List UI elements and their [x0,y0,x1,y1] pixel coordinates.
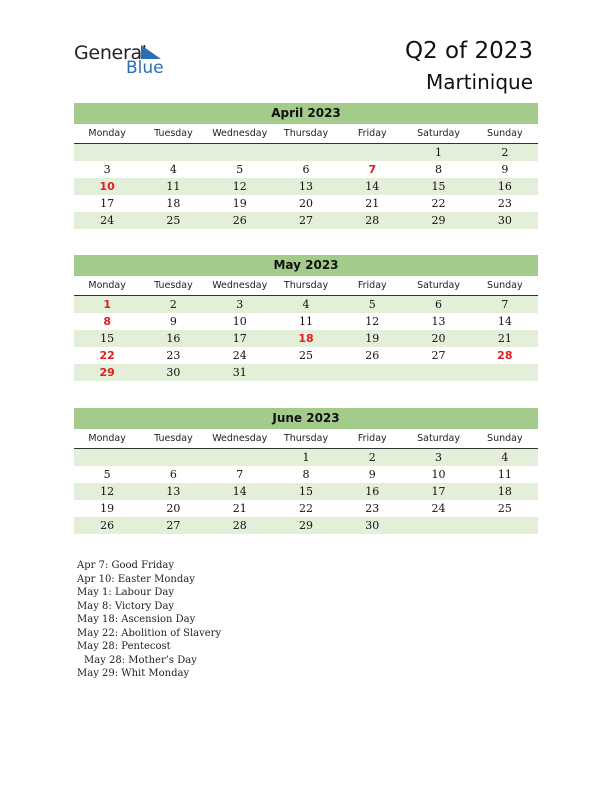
day-cell: 25 [298,349,313,362]
weekday-label: Thursday [283,433,329,444]
day-cell: 15 [100,332,115,345]
day-cell: 27 [431,349,446,362]
day-cell: 21 [365,197,380,210]
week-row [74,161,538,178]
day-cell: 29 [431,214,446,227]
week-row [74,330,538,347]
day-cell [339,144,405,161]
day-cell: 16 [365,485,380,498]
day-cell: 14 [497,315,512,328]
day-cell: 2 [368,451,376,464]
day-cell: 25 [497,502,512,515]
brand-blue: Blue [126,58,164,78]
day-cell: 12 [100,485,115,498]
holiday-item: May 22: Abolition of Slavery [77,627,222,639]
week-row [74,466,538,483]
day-cell: 11 [166,180,181,193]
week-row [74,500,538,517]
weekday-label: Friday [357,280,387,291]
day-cell [273,364,339,381]
week-row [74,178,538,195]
weekday-label: Wednesday [212,128,268,139]
holiday-item: Apr 10: Easter Monday [77,573,195,585]
day-cell: 20 [166,502,181,515]
day-cell: 13 [298,180,313,193]
day-cell: 16 [166,332,181,345]
day-cell: 10 [232,315,247,328]
day-cell: 20 [298,197,313,210]
weekday-label: Tuesday [154,280,193,291]
day-cell: 6 [435,298,443,311]
month-calendar [74,408,538,534]
day-cell: 26 [365,349,380,362]
day-cell: 23 [365,502,380,515]
weekday-label: Sunday [487,433,523,444]
day-cell [273,144,339,161]
brand-general: General [74,42,147,64]
day-cell: 17 [232,332,247,345]
holiday-item: May 8: Victory Day [77,600,175,612]
page-title: Q2 of 2023 [404,38,533,64]
weekday-label: Tuesday [154,128,193,139]
day-cell: 23 [166,349,181,362]
day-cell: 5 [103,468,111,481]
day-cell [472,517,538,534]
day-cell: 17 [100,197,115,210]
day-cell: 1 [302,451,310,464]
day-cell: 6 [169,468,177,481]
day-cell: 20 [431,332,446,345]
day-cell: 15 [431,180,446,193]
day-cell: 21 [232,502,247,515]
week-row [74,144,538,161]
day-cell: 4 [302,298,310,311]
holiday-item: May 28: Pentecost [77,641,171,652]
holiday-item: Apr 7: Good Friday [77,560,175,571]
day-cell: 9 [501,163,509,176]
day-cell: 2 [169,298,177,311]
day-cell: 8 [435,163,443,176]
day-cell: 13 [431,315,446,328]
day-cell: 21 [497,332,512,345]
day-cell: 29 [99,366,115,379]
day-cell: 28 [497,349,513,362]
day-cell: 28 [365,214,380,227]
weekday-label: Wednesday [212,433,268,444]
day-cell: 4 [169,163,177,176]
day-cell: 1 [103,298,111,311]
week-row [74,483,538,500]
day-cell: 18 [497,485,512,498]
weekday-label: Saturday [417,280,460,291]
day-cell: 28 [232,519,247,532]
day-cell: 30 [497,214,512,227]
weekday-label: Thursday [283,128,329,139]
day-cell: 19 [232,197,247,210]
day-cell: 29 [298,519,313,532]
week-row [74,347,538,364]
day-cell [472,364,538,381]
day-cell: 15 [298,485,313,498]
day-cell [140,144,206,161]
day-cell [207,144,273,161]
day-cell: 9 [368,468,376,481]
day-cell: 26 [232,214,247,227]
day-cell: 7 [501,298,509,311]
day-cell: 18 [298,332,314,345]
day-cell: 22 [298,502,313,515]
week-row [74,517,538,534]
day-cell: 16 [497,180,512,193]
day-cell: 10 [431,468,446,481]
day-cell: 30 [365,519,380,532]
day-cell: 31 [232,366,247,379]
day-cell: 11 [497,468,512,481]
month-header: June 2023 [74,408,538,429]
day-cell: 4 [501,451,509,464]
day-cell: 17 [431,485,446,498]
weekday-label: Wednesday [212,280,268,291]
day-cell: 24 [232,349,247,362]
day-cell: 8 [103,315,111,328]
weekday-label: Friday [357,128,387,139]
week-row [74,364,538,381]
day-cell [207,449,273,466]
weekday-label: Tuesday [154,433,193,444]
region-name: Martinique [425,70,533,94]
day-cell: 5 [368,298,376,311]
week-row [74,212,538,229]
day-cell: 3 [435,451,443,464]
day-cell: 13 [166,485,181,498]
day-cell: 27 [298,214,313,227]
day-cell: 25 [166,214,181,227]
day-cell: 14 [232,485,247,498]
day-cell: 9 [169,315,177,328]
day-cell: 10 [99,180,115,193]
day-cell [140,449,206,466]
day-cell: 5 [236,163,244,176]
weekday-header-row [74,276,538,296]
month-calendar [74,255,538,381]
weekday-label: Sunday [487,280,523,291]
day-cell: 1 [435,146,443,159]
day-cell: 12 [232,180,247,193]
weekday-label: Saturday [417,433,460,444]
weekday-label: Sunday [487,128,523,139]
day-cell: 22 [99,349,115,362]
day-cell: 18 [166,197,181,210]
weekday-label: Monday [88,128,126,139]
weekday-header-row [74,124,538,144]
day-cell: 7 [236,468,244,481]
day-cell [74,144,140,161]
day-cell: 26 [100,519,115,532]
weekday-label: Monday [88,433,126,444]
month-header: May 2023 [74,255,538,276]
week-row [74,195,538,212]
day-cell: 3 [103,163,111,176]
day-cell: 23 [497,197,512,210]
weekday-label: Saturday [417,128,460,139]
day-cell: 3 [236,298,244,311]
day-cell: 8 [302,468,310,481]
weekday-label: Friday [357,433,387,444]
day-cell: 12 [365,315,380,328]
day-cell: 7 [368,163,377,176]
day-cell: 24 [100,214,115,227]
weekday-header-row [74,429,538,449]
week-row [74,313,538,330]
month-calendar [74,103,538,229]
day-cell [405,364,471,381]
day-cell [405,517,471,534]
week-row [74,296,538,313]
weekday-label: Thursday [283,280,329,291]
holiday-item: May 1: Labour Day [77,587,174,598]
day-cell [339,364,405,381]
day-cell: 2 [501,146,509,159]
holiday-list [77,559,221,681]
day-cell: 6 [302,163,310,176]
day-cell: 19 [365,332,380,345]
day-cell: 24 [431,502,446,515]
day-cell: 11 [298,315,313,328]
day-cell: 27 [166,519,181,532]
day-cell: 30 [166,366,181,379]
month-header: April 2023 [74,103,538,124]
day-cell: 14 [365,180,380,193]
week-row [74,449,538,466]
brand-triangle-icon [141,45,161,59]
holiday-item: May 28: Mother’s Day [84,654,197,666]
day-cell: 19 [100,502,115,515]
holiday-item: May 18: Ascension Day [77,614,196,625]
holiday-item: May 29: Whit Monday [77,668,190,679]
day-cell: 22 [431,197,446,210]
day-cell [74,449,140,466]
weekday-label: Monday [88,280,126,291]
